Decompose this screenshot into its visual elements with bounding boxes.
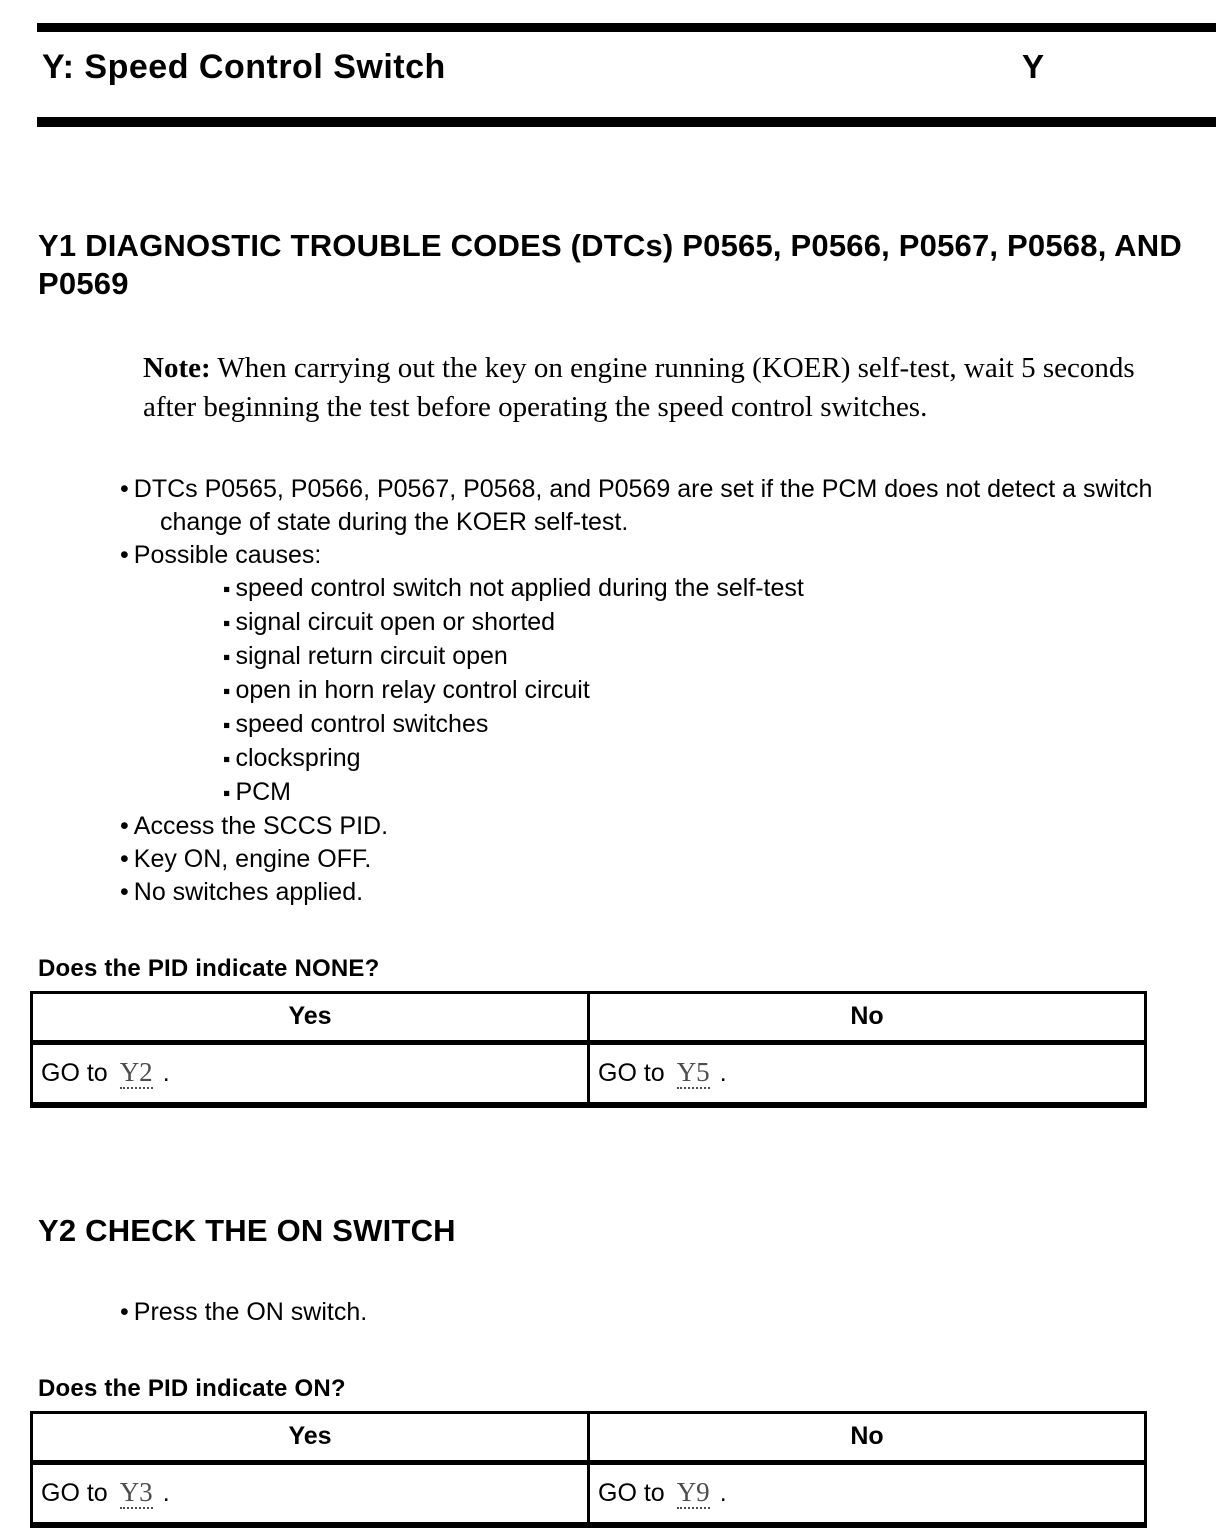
sub-bullet-item: ▪ PCM bbox=[223, 776, 1216, 810]
section-letter: Y bbox=[1021, 48, 1044, 85]
y1-question: Does the PID indicate NONE? bbox=[38, 955, 380, 982]
y2-decision-table bbox=[30, 1411, 1147, 1528]
note-text: When carrying out the key on engine running (KOER) self-test, wait 5 seconds after beginning the test before operating the speed control switches. bbox=[143, 352, 1135, 423]
y2-bullet-list bbox=[0, 1296, 1216, 1329]
y1-bullet-list bbox=[0, 473, 1216, 909]
action-suffix: . bbox=[162, 1059, 170, 1087]
step-y1-heading: Y1 DIAGNOSTIC TROUBLE CODES (DTCs) P0565, P0566, P0567, P0568, AND P0569 bbox=[38, 228, 1182, 301]
top-rule bbox=[37, 23, 1216, 32]
action-prefix: GO to bbox=[41, 1059, 108, 1087]
sub-bullet-item: ▪ speed control switches bbox=[223, 708, 1216, 742]
sub-bullet-item: ▪ open in horn relay control circuit bbox=[223, 674, 1216, 708]
yes-action-cell bbox=[32, 1043, 589, 1106]
action-suffix: . bbox=[719, 1059, 727, 1087]
note-paragraph bbox=[143, 349, 1178, 427]
no-action-cell bbox=[589, 1043, 1146, 1106]
action-prefix: GO to bbox=[598, 1059, 665, 1087]
note-label: Note: bbox=[143, 352, 211, 384]
bullet-item: • Possible causes: bbox=[120, 539, 1216, 572]
action-suffix: . bbox=[162, 1479, 170, 1507]
no-column-header: No bbox=[589, 993, 1146, 1043]
table-row bbox=[32, 1043, 1146, 1106]
sub-bullet-item: ▪ clockspring bbox=[223, 742, 1216, 776]
bullet-item: • DTCs P0565, P0566, P0567, P0568, and P0569 are set if the PCM does not detect a switch change of state during the KOER self-test. bbox=[120, 473, 1216, 539]
bullet-item: • Access the SCCS PID. bbox=[120, 810, 1216, 843]
action-prefix: GO to bbox=[41, 1479, 108, 1507]
sub-bullet-item: ▪ signal return circuit open bbox=[223, 640, 1216, 674]
y1-decision-table bbox=[30, 991, 1147, 1108]
table-header-row bbox=[32, 993, 1146, 1043]
action-prefix: GO to bbox=[598, 1479, 665, 1507]
bullet-item: • No switches applied. bbox=[120, 876, 1216, 909]
sub-bullet-item: ▪ speed control switch not applied during the self-test bbox=[223, 572, 1216, 606]
document-page bbox=[0, 23, 1216, 1517]
table-header-row bbox=[32, 1413, 1146, 1463]
action-suffix: . bbox=[719, 1479, 727, 1507]
yes-column-header: Yes bbox=[32, 1413, 589, 1463]
page-title: Y: Speed Control Switch bbox=[42, 48, 446, 86]
y2-question: Does the PID indicate ON? bbox=[38, 1375, 346, 1402]
go-to-y5-link[interactable]: Y5 bbox=[676, 1057, 710, 1087]
go-to-y9-link[interactable]: Y9 bbox=[676, 1477, 710, 1507]
page-header bbox=[42, 48, 1216, 87]
bullet-item: • Press the ON switch. bbox=[120, 1296, 1216, 1329]
no-column-header: No bbox=[589, 1413, 1146, 1463]
sub-bullet-item: ▪ signal circuit open or shorted bbox=[223, 606, 1216, 640]
bullet-item: • Key ON, engine OFF. bbox=[120, 843, 1216, 876]
go-to-y2-link[interactable]: Y2 bbox=[119, 1057, 153, 1087]
step-y2-heading: Y2 CHECK THE ON SWITCH bbox=[38, 1213, 456, 1248]
go-to-y3-link[interactable]: Y3 bbox=[119, 1477, 153, 1507]
header-divider-rule bbox=[37, 117, 1216, 127]
yes-column-header: Yes bbox=[32, 993, 589, 1043]
